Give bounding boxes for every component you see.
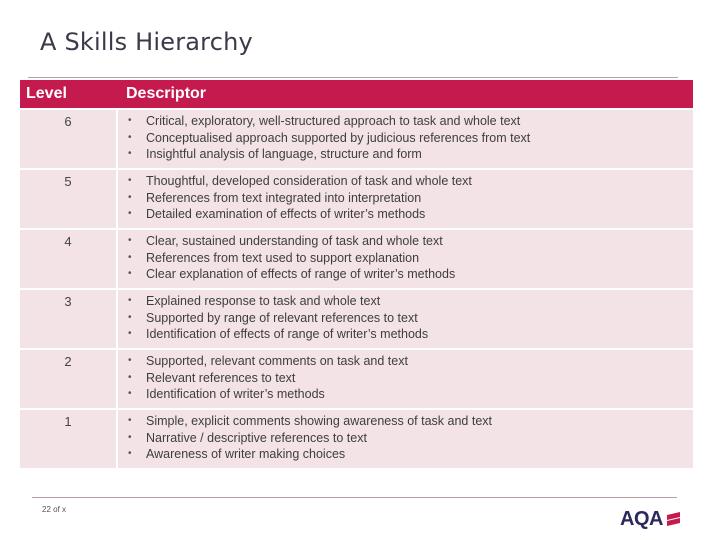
descriptor-text: Thoughtful, developed consideration of task and whole text [146, 174, 472, 188]
list-item [128, 206, 693, 223]
bullet-icon: • [128, 148, 132, 160]
descriptor-text: Clear, sustained understanding of task and whole text [146, 234, 443, 248]
bullet-icon: • [128, 251, 132, 263]
bullet-icon: • [128, 208, 132, 220]
descriptor-text: Supported, relevant comments on task and text [146, 354, 408, 368]
table-row [20, 230, 693, 290]
descriptor-text: References from text integrated into interpretation [146, 190, 422, 205]
table-row [20, 110, 693, 170]
list-item [128, 113, 693, 130]
list-item [128, 266, 693, 283]
table-body [20, 110, 693, 470]
bullet-icon: • [128, 191, 132, 203]
list-item [128, 370, 693, 387]
list-item [128, 250, 693, 267]
descriptor-text: Clear explanation of effects of range of writer’s methods [146, 267, 456, 282]
descriptor-list [118, 230, 693, 283]
list-item [128, 413, 693, 430]
descriptor-list [118, 410, 693, 463]
page-title: A Skills Hierarchy [40, 28, 253, 56]
descriptor-text: Insightful analysis of language, structure and form [146, 147, 422, 162]
list-item [128, 293, 693, 310]
descriptor-cell [118, 170, 693, 228]
bullet-icon: • [128, 448, 132, 460]
descriptor-text: Conceptualised approach supported by judicious references from text [146, 130, 531, 145]
bullet-icon: • [128, 175, 132, 186]
bullet-icon: • [128, 131, 132, 143]
logo-text: AQA [620, 508, 663, 530]
bullet-icon: • [128, 311, 132, 323]
header-level: Level [26, 85, 67, 102]
descriptor-list [118, 350, 693, 403]
level-cell: 4 [20, 230, 118, 288]
page-number: 22 of x [42, 505, 67, 514]
footer-divider [32, 497, 677, 498]
skills-table [20, 80, 693, 470]
descriptor-text: Narrative / descriptive references to text [146, 430, 367, 445]
level-cell: 5 [20, 170, 118, 228]
bullet-icon: • [128, 355, 132, 366]
descriptor-text: Supported by range of relevant references to text [146, 310, 418, 325]
level-cell: 6 [20, 110, 118, 168]
list-item [128, 446, 693, 463]
level-cell: 3 [20, 290, 118, 348]
level-cell: 1 [20, 410, 118, 468]
descriptor-text: Explained response to task and whole text [146, 294, 381, 308]
descriptor-list [118, 110, 693, 163]
descriptor-text: Awareness of writer making choices [146, 447, 346, 462]
list-item [128, 173, 693, 190]
list-item [128, 130, 693, 147]
bullet-icon: • [128, 235, 132, 246]
bullet-icon: • [128, 431, 132, 443]
descriptor-text: Identification of effects of range of writer’s methods [146, 327, 429, 342]
descriptor-cell [118, 410, 693, 468]
descriptor-cell [118, 290, 693, 348]
descriptor-text: Simple, explicit comments showing awareness of task and text [146, 414, 492, 428]
level-cell: 2 [20, 350, 118, 408]
bullet-icon: • [128, 115, 132, 126]
descriptor-cell [118, 110, 693, 168]
list-item [128, 326, 693, 343]
table-row [20, 410, 693, 470]
bullet-icon: • [128, 415, 132, 426]
descriptor-list [118, 170, 693, 223]
bullet-icon: • [128, 268, 132, 280]
descriptor-cell [118, 350, 693, 408]
list-item [128, 386, 693, 403]
descriptor-text: Detailed examination of effects of writer’s methods [146, 207, 426, 222]
list-item [128, 430, 693, 447]
descriptor-text: Critical, exploratory, well-structured approach to task and whole text [146, 114, 521, 128]
title-divider [28, 77, 678, 78]
descriptor-cell [118, 230, 693, 288]
descriptor-text: Relevant references to text [146, 370, 296, 385]
aqa-logo [620, 508, 681, 531]
table-header-row [20, 80, 693, 110]
logo-mark-icon [665, 512, 681, 528]
table-row [20, 350, 693, 410]
header-descriptor: Descriptor [126, 85, 207, 102]
list-item [128, 233, 693, 250]
descriptor-text: Identification of writer’s methods [146, 387, 325, 402]
descriptor-list [118, 290, 693, 343]
bullet-icon: • [128, 295, 132, 306]
list-item [128, 310, 693, 327]
bullet-icon: • [128, 371, 132, 383]
table-row [20, 170, 693, 230]
list-item [128, 146, 693, 163]
list-item [128, 190, 693, 207]
table-row [20, 290, 693, 350]
list-item [128, 353, 693, 370]
descriptor-text: References from text used to support explanation [146, 250, 420, 265]
bullet-icon: • [128, 328, 132, 340]
bullet-icon: • [128, 388, 132, 400]
